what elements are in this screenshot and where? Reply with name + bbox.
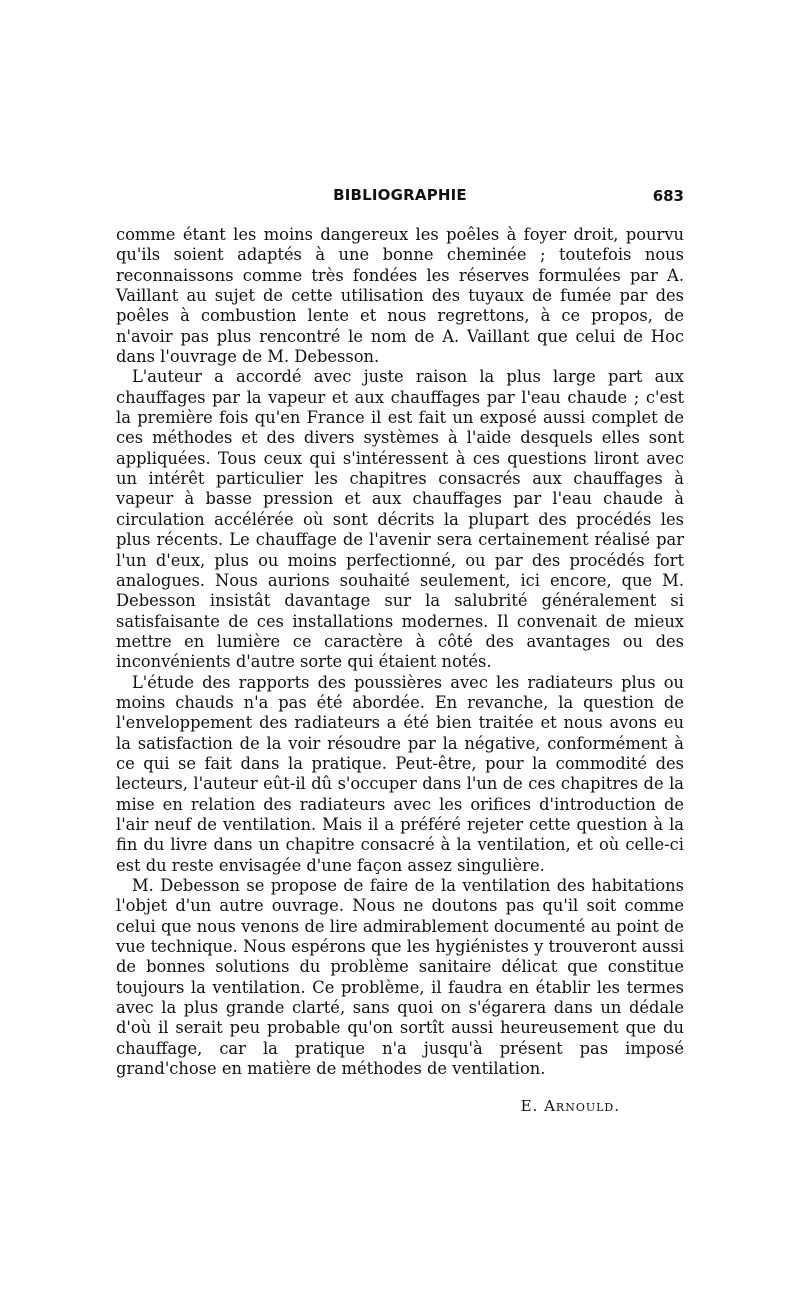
running-title: BIBLIOGRAPHIE	[333, 186, 467, 204]
author-signature: E. Arnould.	[520, 1097, 620, 1115]
paragraph-1: comme étant les moins dangereux les poêles à foyer droit, pourvu qu'ils soient adaptés à une bonne cheminée ; toutefois nous reconnaissons comme très fondées les réserves formulées par A. Vaillant au sujet de cette utilisation des tuyaux de fumée par des poêles à combustion lente et nous regrettons, à ce propos, de n'avoir pas plus rencontré le nom de A. Vaillant que celui de Hoc dans l'ouvrage de M. Debesson.	[116, 225, 684, 367]
page-header	[116, 186, 684, 212]
paragraph-4: M. Debesson se propose de faire de la ventilation des habitations l'objet d'un autre ouvrage. Nous ne doutons pas qu'il soit comme celui que nous venons de lire admirablement documenté au point de vue technique. Nous espérons que les hygiénistes y trouveront aussi de bonnes solutions du problème sanitaire délicat que constitue toujours la ventilation. Ce problème, il faudra en établir les termes avec la plus grande clarté, sans quoi on s'égarera dans un dédale d'où il serait peu probable qu'on sortît aussi heureusement que du chauffage, car la pratique n'a jusqu'à présent pas imposé grand'chose en matière de méthodes de ventilation.	[116, 876, 684, 1079]
article-body	[116, 225, 684, 1079]
paragraph-3: L'étude des rapports des poussières avec les radiateurs plus ou moins chauds n'a pas été abordée. En revanche, la question de l'enveloppement des radiateurs a été bien traitée et nous avons eu la satisfaction de la voir résoudre par la négative, conformément à ce qui se fait dans la pratique. Peut-être, pour la commodité des lecteurs, l'auteur eût-il dû s'occuper dans l'un de ces chapitres de la mise en relation des radiateurs avec les orifices d'introduction de l'air neuf de ventilation. Mais il a préféré rejeter cette question à la fin du livre dans un chapitre consacré à la ventilation, et où celle-ci est du reste envisagée d'une façon assez singulière.	[116, 672, 684, 875]
paragraph-2: L'auteur a accordé avec juste raison la plus large part aux chauffages par la vapeur et aux chauffages par l'eau chaude ; c'est la première fois qu'en France il est fait un exposé aussi complet de ces méthodes et des divers systèmes à l'aide desquels elles sont appliquées. Tous ceux qui s'intéressent à ces questions liront avec un intérêt particulier les chapitres consacrés aux chauffages à vapeur à basse pression et aux chauffages par l'eau chaude à circulation accélérée où sont décrits la plupart des procédés les plus récents. Le chauffage de l'avenir sera certainement réalisé par l'un d'eux, plus ou moins perfectionné, ou par des procédés fort analogues. Nous aurions souhaité seulement, ici encore, que M. Debesson insistât davantage sur la salubrité généralement si satisfaisante de ces installations modernes. Il convenait de mieux mettre en lumière ce caractère à côté des avantages ou des inconvénients d'autre sorte qui étaient notés.	[116, 367, 684, 672]
page-number: 683	[652, 187, 684, 205]
